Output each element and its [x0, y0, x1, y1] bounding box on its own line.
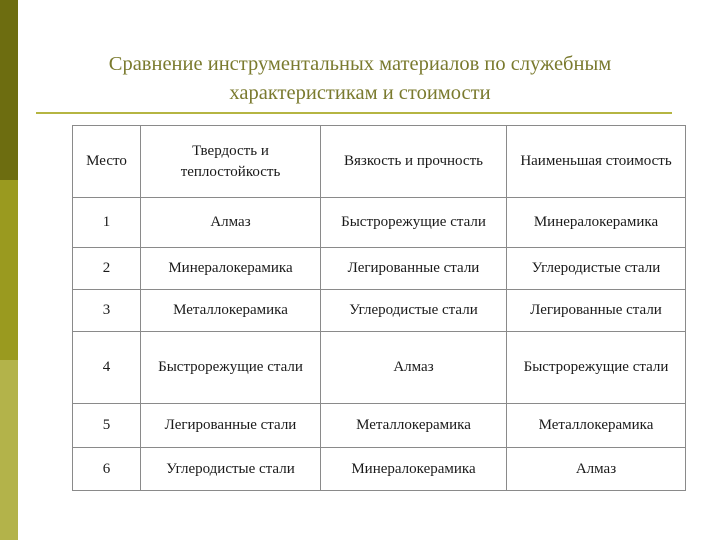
title-line-2: характеристикам и стоимости — [229, 82, 491, 104]
side-bar-bottom — [0, 360, 18, 540]
title-underline — [36, 112, 672, 114]
cell-hardness: Быстрорежущие стали — [141, 332, 321, 404]
side-bar-middle — [0, 180, 18, 360]
cell-place: 1 — [73, 198, 141, 248]
table-row — [73, 248, 686, 290]
table-row — [73, 404, 686, 448]
cell-place: 4 — [73, 332, 141, 404]
title-line-1: Сравнение инструментальных материалов по служебным — [108, 53, 612, 75]
cell-cost: Углеродистые стали — [507, 248, 686, 290]
header-toughness: Вязкость и прочность — [321, 126, 507, 198]
cell-hardness: Углеродистые стали — [141, 448, 321, 491]
cell-toughness: Углеродистые стали — [321, 290, 507, 332]
header-cost: Наименьшая стоимость — [507, 126, 686, 198]
table-row — [73, 198, 686, 248]
cell-place: 6 — [73, 448, 141, 491]
cell-cost: Легированные стали — [507, 290, 686, 332]
cell-place: 2 — [73, 248, 141, 290]
cell-cost: Минералокерамика — [507, 198, 686, 248]
comparison-table — [72, 125, 686, 491]
cell-hardness: Алмаз — [141, 198, 321, 248]
cell-hardness: Металлокерамика — [141, 290, 321, 332]
header-hardness: Твердость и теплостойкость — [141, 126, 321, 198]
cell-hardness: Легированные стали — [141, 404, 321, 448]
table-row — [73, 332, 686, 404]
table-row — [73, 290, 686, 332]
cell-toughness: Быстрорежущие стали — [321, 198, 507, 248]
header-place: Место — [73, 126, 141, 198]
cell-place: 5 — [73, 404, 141, 448]
cell-toughness: Алмаз — [321, 332, 507, 404]
cell-hardness: Минералокерамика — [141, 248, 321, 290]
table-row — [73, 448, 686, 491]
side-bar-top — [0, 0, 18, 180]
cell-place: 3 — [73, 290, 141, 332]
cell-toughness: Металлокерамика — [321, 404, 507, 448]
cell-cost: Быстрорежущие стали — [507, 332, 686, 404]
cell-toughness: Минералокерамика — [321, 448, 507, 491]
cell-cost: Алмаз — [507, 448, 686, 491]
table-header-row — [73, 126, 686, 198]
cell-cost: Металлокерамика — [507, 404, 686, 448]
cell-toughness: Легированные стали — [321, 248, 507, 290]
slide-title — [60, 50, 660, 108]
